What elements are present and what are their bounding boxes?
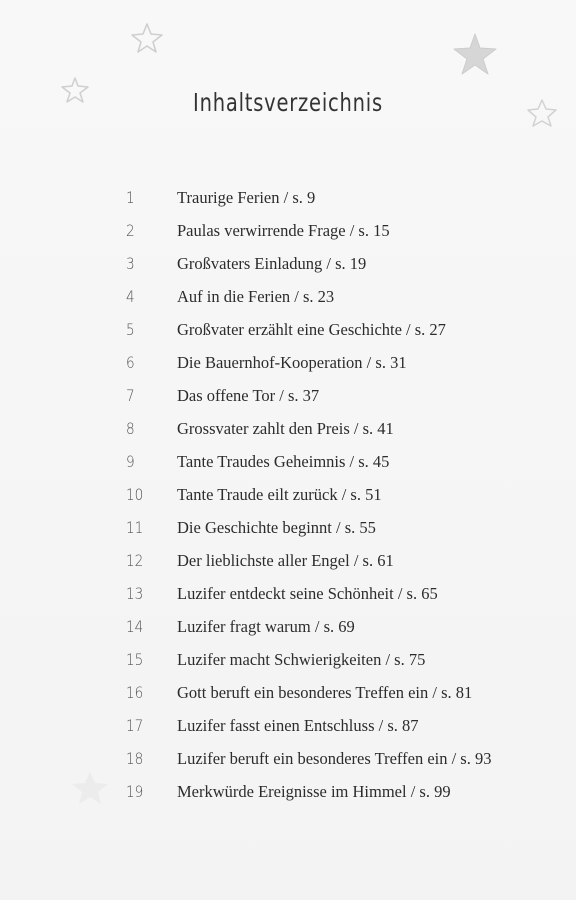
chapter-number: 11: [126, 518, 144, 537]
chapter-number: 17: [126, 716, 144, 735]
chapter-title: Traurige Ferien / s. 9: [177, 188, 316, 207]
chapter-number: 18: [126, 749, 144, 768]
chapter-title: Luzifer fragt warum / s. 69: [177, 617, 355, 636]
chapter-number: 5: [126, 320, 135, 339]
toc-entry: [0, 419, 576, 447]
chapter-title: Tante Traude eilt zurück / s. 51: [177, 485, 382, 504]
toc-entry: [0, 254, 576, 282]
star-outline-icon: [526, 98, 558, 128]
chapter-title: Die Geschichte beginnt / s. 55: [177, 518, 376, 537]
chapter-title: Merkwürde Ereignisse im Himmel / s. 99: [177, 782, 451, 801]
toc-entry: [0, 716, 576, 744]
toc-entry: [0, 650, 576, 678]
chapter-title: Gott beruft ein besonderes Treffen ein / s. 81: [177, 683, 473, 702]
chapter-title: Luzifer entdeckt seine Schönheit / s. 65: [177, 584, 438, 603]
chapter-number: 1: [126, 188, 135, 207]
chapter-title: Luzifer beruft ein besonderes Treffen ein / s. 93: [177, 749, 492, 768]
chapter-title: Auf in die Ferien / s. 23: [177, 287, 335, 306]
toc-entry: [0, 683, 576, 711]
toc-entry: [0, 287, 576, 315]
chapter-title: Tante Traudes Geheimnis / s. 45: [177, 452, 390, 471]
toc-entry: [0, 782, 576, 810]
chapter-number: 13: [126, 584, 144, 603]
toc-entry: [0, 749, 576, 777]
chapter-number: 16: [126, 683, 144, 702]
chapter-title: Luzifer macht Schwierigkeiten / s. 75: [177, 650, 426, 669]
chapter-number: 8: [126, 419, 135, 438]
chapter-number: 3: [126, 254, 135, 273]
chapter-title: Grossvater zahlt den Preis / s. 41: [177, 419, 394, 438]
chapter-number: 10: [126, 485, 144, 504]
chapter-number: 4: [126, 287, 135, 306]
chapter-title: Luzifer fasst einen Entschluss / s. 87: [177, 716, 419, 735]
chapter-title: Der lieblichste aller Engel / s. 61: [177, 551, 394, 570]
chapter-title: Paulas verwirrende Frage / s. 15: [177, 221, 390, 240]
chapter-number: 19: [126, 782, 144, 801]
chapter-title: Die Bauernhof-Kooperation / s. 31: [177, 353, 407, 372]
chapter-number: 12: [126, 551, 144, 570]
toc-entry: [0, 353, 576, 381]
chapter-number: 6: [126, 353, 135, 372]
chapter-number: 7: [126, 386, 135, 405]
star-outline-icon: [130, 22, 164, 54]
chapter-title: Großvaters Einladung / s. 19: [177, 254, 367, 273]
chapter-number: 15: [126, 650, 144, 669]
toc-entry: [0, 518, 576, 546]
toc-entry: [0, 551, 576, 579]
toc-entry: [0, 320, 576, 348]
toc-entry: [0, 221, 576, 249]
chapter-number: 14: [126, 617, 144, 636]
toc-entry: [0, 386, 576, 414]
toc-entry: [0, 452, 576, 480]
toc-entry: [0, 188, 576, 216]
toc-entry: [0, 617, 576, 645]
toc-entry: [0, 584, 576, 612]
toc-entry: [0, 485, 576, 513]
chapter-title: Das offene Tor / s. 37: [177, 386, 320, 405]
star-filled-icon: [452, 32, 498, 76]
page-title: Inhaltsverzeichnis: [193, 88, 383, 117]
chapter-number: 9: [126, 452, 135, 471]
chapter-number: 2: [126, 221, 135, 240]
chapter-title: Großvater erzählt eine Geschichte / s. 27: [177, 320, 446, 339]
